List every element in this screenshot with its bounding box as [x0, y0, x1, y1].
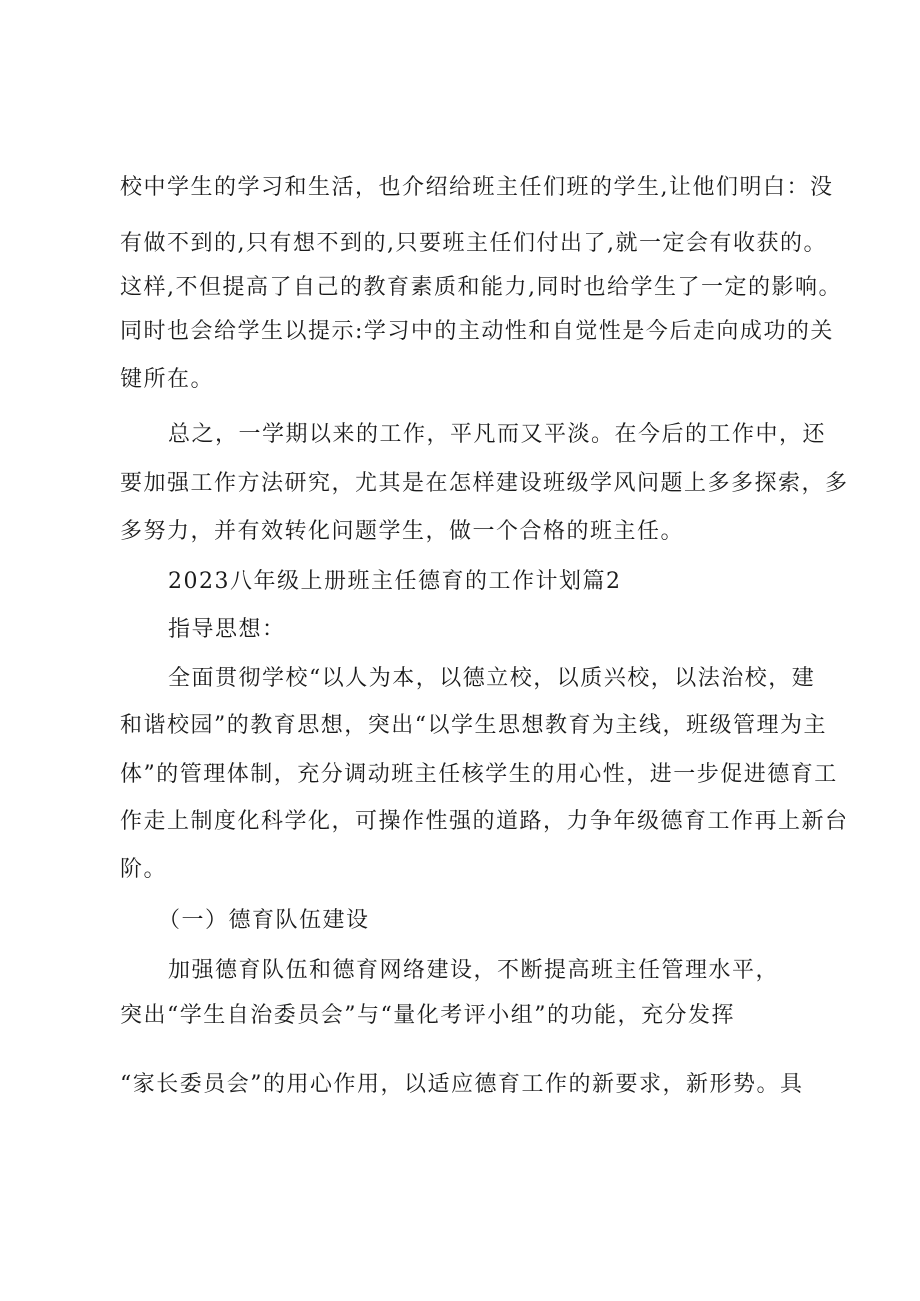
paragraph-line: 阶。 — [120, 857, 168, 882]
paragraph-line: 这样,不但提高了自己的教育素质和能力,同时也给学生了一定的影响。 — [120, 275, 842, 300]
subheading: 指导思想： — [168, 617, 286, 642]
paragraph-line: 全面贯彻学校“以人为本，以德立校，以质兴校，以法治校，建 — [168, 666, 816, 691]
paragraph-line: 总之，一学期以来的工作，平凡而又平淡。在今后的工作中，还 — [168, 422, 827, 447]
paragraph-line: 要加强工作方法研究，尤其是在怎样建设班级学风问题上多多探索，多 — [120, 471, 849, 496]
paragraph-line: “家长委员会”的用心作用，以适应德育工作的新要求，新形势。具 — [120, 1072, 804, 1097]
paragraph-line: 体”的管理体制，充分调动班主任核学生的用心性，进一步促进德育工 — [120, 762, 838, 787]
subsection-heading: （一）德育队伍建设 — [158, 908, 370, 933]
paragraph-line: 同时也会给学生以提示:学习中的主动性和自觉性是今后走向成功的关 — [120, 319, 834, 344]
paragraph-line: 多努力，并有效转化问题学生，做一个合格的班主任。 — [120, 519, 685, 544]
section-heading: 2023八年级上册班主任德育的工作计划篇2 — [168, 569, 622, 594]
paragraph-line: 作走上制度化科学化，可操作性强的道路，力争年级德育工作再上新台 — [120, 809, 849, 834]
paragraph-line: 键所在。 — [120, 367, 215, 392]
paragraph-line: 突出“学生自治委员会”与“量化考评小组”的功能，充分发挥 — [120, 1003, 735, 1028]
paragraph-line: 加强德育队伍和德育网络建设，不断提高班主任管理水平， — [168, 958, 780, 983]
paragraph-line: 有做不到的,只有想不到的,只要班主任们付出了,就一定会有收获的。 — [120, 231, 827, 256]
paragraph-line: 校中学生的学习和生活，也介绍给班主任们班的学生,让他们明白：没 — [120, 175, 834, 200]
paragraph-line: 和谐校园”的教育思想，突出“以学生思想教育为主线，班级管理为主 — [120, 713, 827, 738]
